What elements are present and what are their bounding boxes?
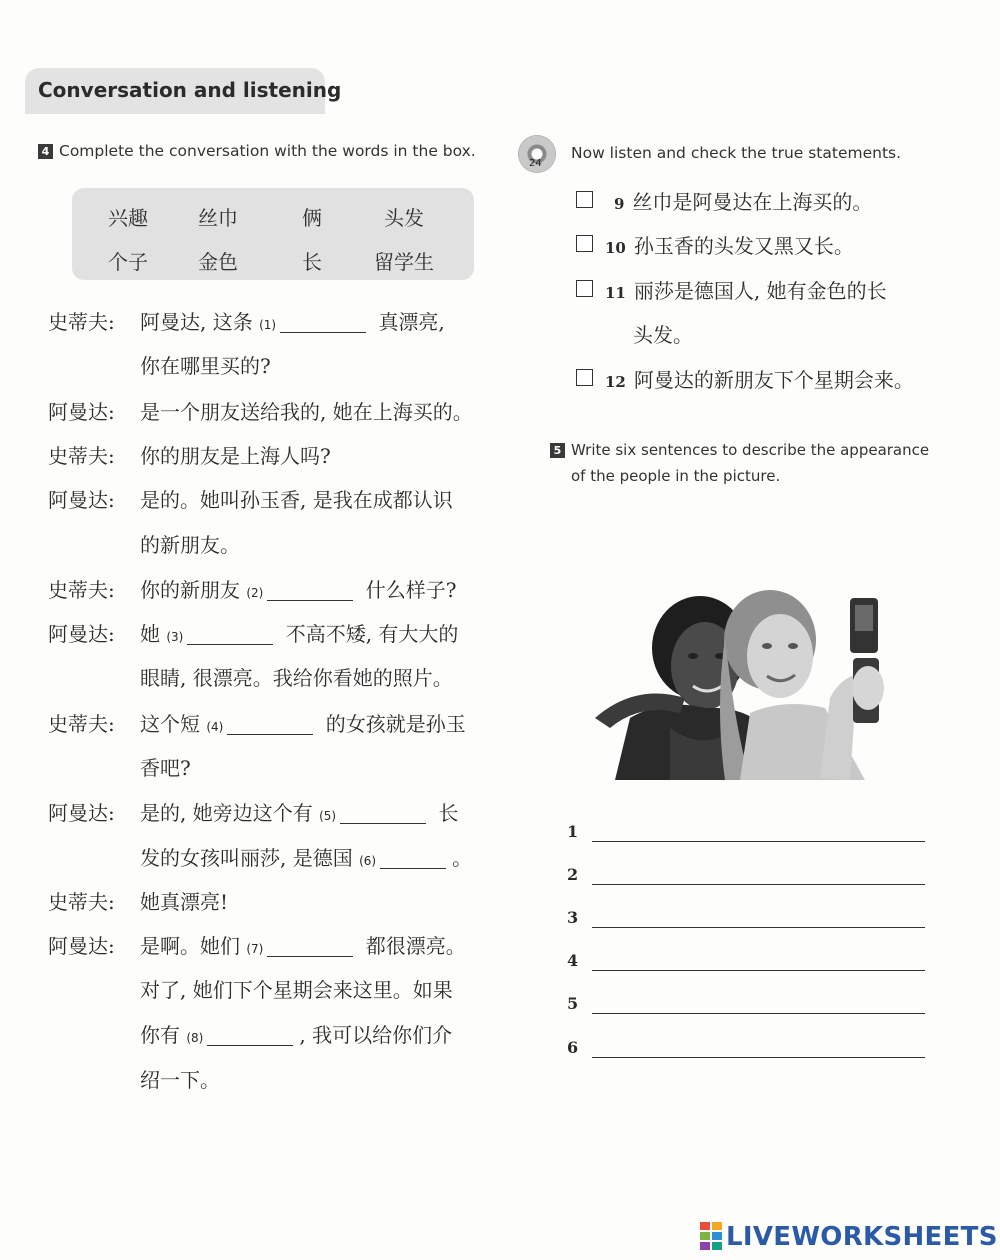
dialogue-line: 阿曼达, 这条 (1) 真漂亮,: [140, 310, 445, 334]
dialogue-line: 是的, 她旁边这个有 (5) 长: [140, 801, 459, 825]
blank-number: (8): [186, 1031, 204, 1045]
dialogue-line: 的新朋友。: [140, 533, 240, 557]
blank-number: (6): [359, 854, 377, 868]
writing-line-6[interactable]: [592, 1041, 925, 1058]
exercise-5-heading: [550, 441, 929, 459]
answer-blank-5[interactable]: [340, 803, 426, 824]
dialogue-line: 你的新朋友 (2) 什么样子?: [140, 578, 457, 602]
listening-instruction: Now listen and check the true statements.: [571, 144, 902, 162]
word-box-item: 头发: [384, 206, 424, 230]
answer-blank-6[interactable]: [380, 848, 446, 869]
word-box-item: 个子: [108, 250, 148, 274]
true-statement-continued: 头发。: [633, 323, 693, 347]
dialogue-speaker: 史蒂夫:: [48, 890, 115, 914]
writing-line-4[interactable]: [592, 954, 925, 971]
dialogue-line: 绍一下。: [140, 1068, 220, 1092]
true-statement: 11 丽莎是德国人, 她有金色的长: [605, 279, 887, 303]
dialogue-speaker: 史蒂夫:: [48, 712, 115, 736]
answer-blank-4[interactable]: [227, 714, 313, 735]
dialogue-line: 是一个朋友送给我的, 她在上海买的。: [140, 400, 473, 424]
writing-line-5[interactable]: [592, 997, 925, 1014]
writing-line-number: 4: [567, 951, 579, 970]
statement-checkbox-10[interactable]: [576, 235, 593, 252]
dialogue-line: 是啊。她们 (7) 都很漂亮。: [140, 934, 466, 958]
dialogue-line: 这个短 (4) 的女孩就是孙玉: [140, 712, 466, 736]
blank-number: (7): [246, 942, 264, 956]
word-box-item: 金色: [198, 250, 238, 274]
exercise-4-number: 4: [38, 144, 53, 159]
true-statement: 10 孙玉香的头发又黑又长。: [605, 234, 854, 258]
writing-line-number: 2: [567, 865, 579, 884]
word-box-item: 俩: [302, 206, 322, 230]
writing-line-2[interactable]: [592, 868, 925, 885]
dialogue-speaker: 史蒂夫:: [48, 578, 115, 602]
liveworksheets-logo-icon: [700, 1222, 722, 1254]
answer-blank-2[interactable]: [267, 580, 353, 601]
blank-number: (3): [166, 630, 184, 644]
dialogue-speaker: 阿曼达:: [48, 400, 115, 424]
dialogue-line: 眼睛, 很漂亮。我给你看她的照片。: [140, 666, 453, 690]
answer-blank-8[interactable]: [207, 1025, 293, 1046]
dialogue-speaker: 史蒂夫:: [48, 444, 115, 468]
word-box-item: 兴趣: [108, 206, 148, 230]
writing-line-number: 3: [567, 908, 579, 927]
statement-checkbox-11[interactable]: [576, 280, 593, 297]
exercise-5-number: 5: [550, 443, 565, 458]
blank-number: (5): [319, 809, 337, 823]
writing-line-number: 1: [567, 822, 579, 841]
true-statement: 9 丝巾是阿曼达在上海买的。: [614, 190, 873, 214]
statement-checkbox-12[interactable]: [576, 369, 593, 386]
dialogue-line: 对了, 她们下个星期会来这里。如果: [140, 978, 453, 1002]
exercise-4-instruction: Complete the conversation with the words in the box.: [59, 142, 476, 160]
dialogue-line: 她真漂亮!: [140, 890, 229, 914]
exercise-4-heading: [38, 142, 476, 160]
word-box-item: 留学生: [374, 250, 434, 274]
exercise-5-instruction-line2: of the people in the picture.: [571, 467, 781, 485]
photo-two-girls-selfie: [575, 578, 925, 780]
dialogue-line: 你在哪里买的?: [140, 354, 271, 378]
blank-number: (1): [259, 318, 277, 332]
true-statement: 12 阿曼达的新朋友下个星期会来。: [605, 368, 914, 392]
dialogue-speaker: 阿曼达:: [48, 622, 115, 646]
dialogue-speaker: 阿曼达:: [48, 801, 115, 825]
dialogue-line: 香吧?: [140, 756, 191, 780]
answer-blank-7[interactable]: [267, 936, 353, 957]
exercise-5-instruction-line1: Write six sentences to describe the appearance: [571, 441, 930, 459]
writing-line-3[interactable]: [592, 911, 925, 928]
dialogue-speaker: 阿曼达:: [48, 934, 115, 958]
dialogue-speaker: 史蒂夫:: [48, 310, 115, 334]
writing-line-number: 5: [567, 994, 579, 1013]
writing-line-number: 6: [567, 1038, 579, 1057]
dialogue-line: 发的女孩叫丽莎, 是德国 (6) 。: [140, 846, 473, 870]
audio-track-number: 24: [529, 158, 542, 169]
dialogue-speaker: 阿曼达:: [48, 488, 115, 512]
dialogue-line: 你有 (8) , 我可以给你们介: [140, 1023, 453, 1047]
statement-checkbox-9[interactable]: [576, 191, 593, 208]
dialogue-line: 她 (3) 不高不矮, 有大大的: [140, 622, 459, 646]
dialogue-line: 是的。她叫孙玉香, 是我在成都认识: [140, 488, 453, 512]
answer-blank-1[interactable]: [280, 312, 366, 333]
answer-blank-3[interactable]: [187, 624, 273, 645]
blank-number: (2): [246, 586, 264, 600]
word-box-item: 长: [302, 250, 322, 274]
dialogue-line: 你的朋友是上海人吗?: [140, 444, 331, 468]
blank-number: (4): [206, 720, 224, 734]
liveworksheets-watermark: LIVEWORKSHEETS: [726, 1222, 998, 1252]
writing-line-1[interactable]: [592, 825, 925, 842]
word-box-item: 丝巾: [198, 206, 238, 230]
section-title: Conversation and listening: [38, 78, 342, 102]
